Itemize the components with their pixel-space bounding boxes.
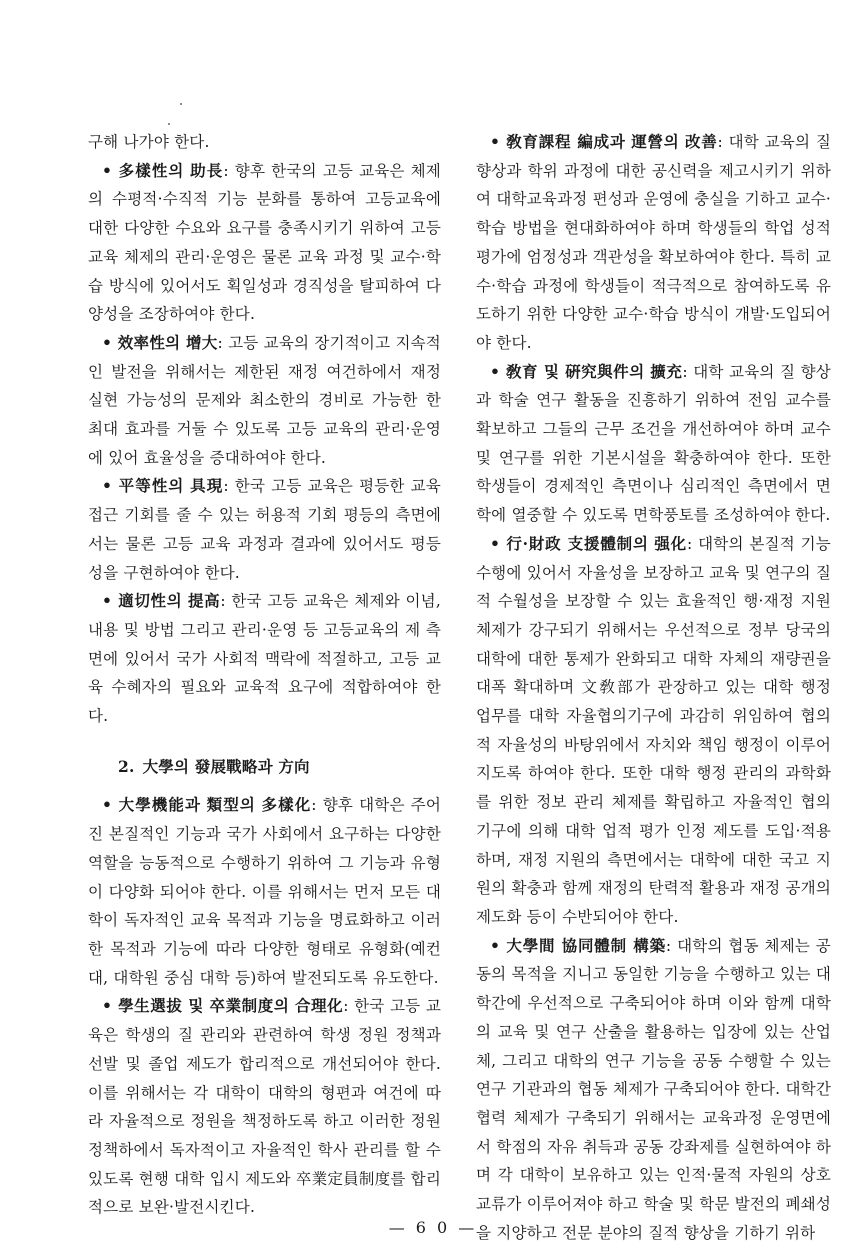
paragraph-body: : 대학 교육의 질 향상과 학술 연구 활동을 진흥하기 위하여 전임 교수를 확보하고 그들의 근무 조건을 개선하여야 하며 교수 및 연구를 위한 기본시설을 확충하여야 한다. 또한 학생들이 경제적인 측면이나 심리적인 측면에서 면학에 열중할 수 있도록 면학풍토를 조성하여야 한다. [476, 362, 831, 525]
paragraph-relevance [88, 587, 441, 731]
right-column [476, 128, 831, 1247]
paragraph-university-functions [88, 791, 441, 992]
paragraph-body: : 고등 교육의 장기적이고 지속적인 발전을 위해서는 제한된 재정 여건하에서 재정 실현 가능성의 문제와 최소한의 경비로 가능한 한 최대 효과를 거둘 수 있도록 고등 교육의 관리·운영에 있어 효율성을 증대하여야 한다. [88, 333, 441, 467]
paragraph-admin-finance [476, 530, 831, 932]
paragraph-heading: 適切性의 提高 [118, 591, 221, 611]
paragraph-heading: 行·財政 支援體制의 强化 [506, 533, 687, 553]
paragraph-heading: 多樣性의 助長 [118, 160, 224, 180]
paragraph-heading: 平等性의 具現 [118, 476, 224, 496]
paragraph-body: : 한국 고등 교육은 체제와 이념, 내용 및 방법 그리고 관리·운영 등 고등교육의 제 측면에 있어서 국가 사회적 맥락에 적절하고, 고등 교육 수혜자의 필요와 교육적 요구에 적합하여야 한다. [88, 592, 441, 726]
paragraph-heading: 學生選拔 및 卒業制度의 合理化 [118, 996, 344, 1016]
paragraph-body: : 대학의 본질적 기능 수행에 있어서 자율성을 보장하고 교육 및 연구의 질적 수월성을 보장할 수 있는 효율적인 행·재정 지원 체제가 강구되기 위해서는 우선적으로 정부 당국의 대학에 대한 통제가 완화되고 대학 자체의 재량권을 대폭 확대하며 文敎部가 관장하고 있는 대학 행정 업무를 대학 자율협의기구에 과감히 위임하여 협의적 자율성의 바탕위에서 자치와 책임 행정이 이루어지도록 하여야 한다. 또한 대학 행정 관리의 과학화를 위한 정보 관리 체제를 확립하고 자율적인 협의 기구에 의해 대학 업적 평가 인정 제도를 도입·적용하며, 재정 지원의 측면에서는 대학에 대한 국고 지원의 확충과 함께 재정의 탄력적 활용과 재정 공개의 제도화 등이 수반되어야 한다. [476, 534, 831, 926]
paragraph-body: : 대학 교육의 질 향상과 학위 과정에 대한 공신력을 제고시키기 위하여 대학교육과정 편성과 운영에 충실을 기하고 교수·학습 방법을 현대화하여야 하며 학생들의 학업 성적 평가에 엄정성과 객관성을 확보하여야 한다. 특히 교수·학습 과정에 학생들이 적극적으로 참여하도록 유도하기 위한 다양한 교수·학습 방식이 개발·도입되어야 한다. [476, 133, 831, 352]
left-column [88, 128, 441, 1222]
paragraph-cooperation [476, 932, 831, 1248]
paragraph-heading: 敎育 및 硏究與件의 擴充 [506, 361, 683, 381]
paragraph-heading: 效率性의 增大 [117, 332, 218, 352]
print-speck [180, 103, 182, 105]
paragraph-body: : 한국 고등 교육은 학생의 질 관리와 관련하여 학생 정원 정책과 선발 및 졸업 제도가 합리적으로 개선되어야 한다. 이를 위해서는 각 대학이 대학의 형편과 여건에 따라 자율적으로 정원을 책정하도록 하고 이러한 정원 정책하에서 독자적이고 자율적인 학사 관리를 할 수 있도록 현행 대학 입시 제도와 卒業定員制度를 합리적으로 보완·발전시킨다. [88, 997, 441, 1217]
bullet-icon: • [102, 996, 119, 1016]
paragraph-research-conditions [476, 358, 831, 530]
section-title-text: 大學의 發展戰略과 方向 [142, 756, 310, 776]
paragraph-body: : 대학의 협동 체제는 공동의 목적을 지니고 동일한 기능을 수행하고 있는 대학간에 우선적으로 구축되어야 하며 이와 함께 대학의 교육 및 연구 산출을 활용하는 입장에 있는 산업체, 그리고 대학의 연구 기능을 공동 수행할 수 있는 연구 기관과의 협동 체제가 구축되어야 한다. 대학간 협력 체제가 구축되기 위해서는 교육과정 운영면에서 학점의 자유 취득과 공동 강좌제를 실현하여야 하며 각 대학이 보유하고 있는 인적·물적 자원의 상호 교류가 이루어져야 하고 학술 및 학문 발전의 폐쇄성을 지양하고 전문 분야의 질적 향상을 기하기 위하 [476, 936, 831, 1242]
paragraph-body: : 한국 고등 교육은 평등한 교육 접근 기회를 줄 수 있는 허용적 기회 평등의 측면에서는 물론 고등 교육 과정과 결과에 있어서도 평등성을 구현하여야 한다. [88, 477, 441, 582]
paragraph-body: : 향후 한국의 고등 교육은 체제의 수평적·수직적 기능 분화를 통하여 고등교육에 대한 다양한 수요와 요구를 충족시키기 위하여 고등 교육 체제의 관리·운영은 물론 교육 과정 및 교수·학습 방식에 있어서도 획일성과 경직성을 탈피하여 다양성을 조장하여야 한다. [88, 161, 441, 324]
bullet-icon: • [102, 160, 119, 180]
paragraph-body: : 향후 대학은 주어진 본질적인 기능과 국가 사회에서 요구하는 다양한 역할을 능동적으로 수행하기 위하여 그 기능과 유형이 다양화 되어야 한다. 이를 위해서는 먼저 모든 대학이 독자적인 교육 목적과 기능을 명료화하고 이러한 목적과 기능에 따라 다양한 형태로 유형화(예컨대, 대학원 중심 대학 등)하여 발전되도록 유도한다. [88, 796, 441, 987]
paragraph-heading: 敎育課程 編成과 運營의 改善 [506, 132, 718, 151]
bullet-icon: • [102, 795, 119, 815]
bullet-icon: • [102, 591, 119, 611]
bullet-icon: • [490, 361, 507, 381]
paragraph-diversity [88, 157, 441, 329]
paragraph-heading: 大學間 協同體制 構築 [506, 935, 666, 955]
paragraph-equality [88, 472, 441, 587]
section-heading [88, 753, 441, 782]
bullet-icon: • [490, 935, 507, 955]
paragraph-efficiency [88, 329, 441, 473]
paragraph-curriculum [476, 128, 831, 358]
page-number: — 6 0 — [388, 1218, 478, 1237]
paragraph-admission-graduation [88, 992, 441, 1222]
bullet-icon: • [490, 132, 507, 151]
bullet-icon: • [102, 476, 119, 496]
continuation-text: 구해 나가야 한다. [88, 133, 210, 151]
bullet-icon: • [102, 332, 118, 352]
section-number: 2. [118, 756, 135, 776]
paragraph-heading: 大學機能과 類型의 多樣化 [118, 795, 312, 815]
print-speck [168, 123, 170, 125]
bullet-icon: • [490, 533, 507, 553]
